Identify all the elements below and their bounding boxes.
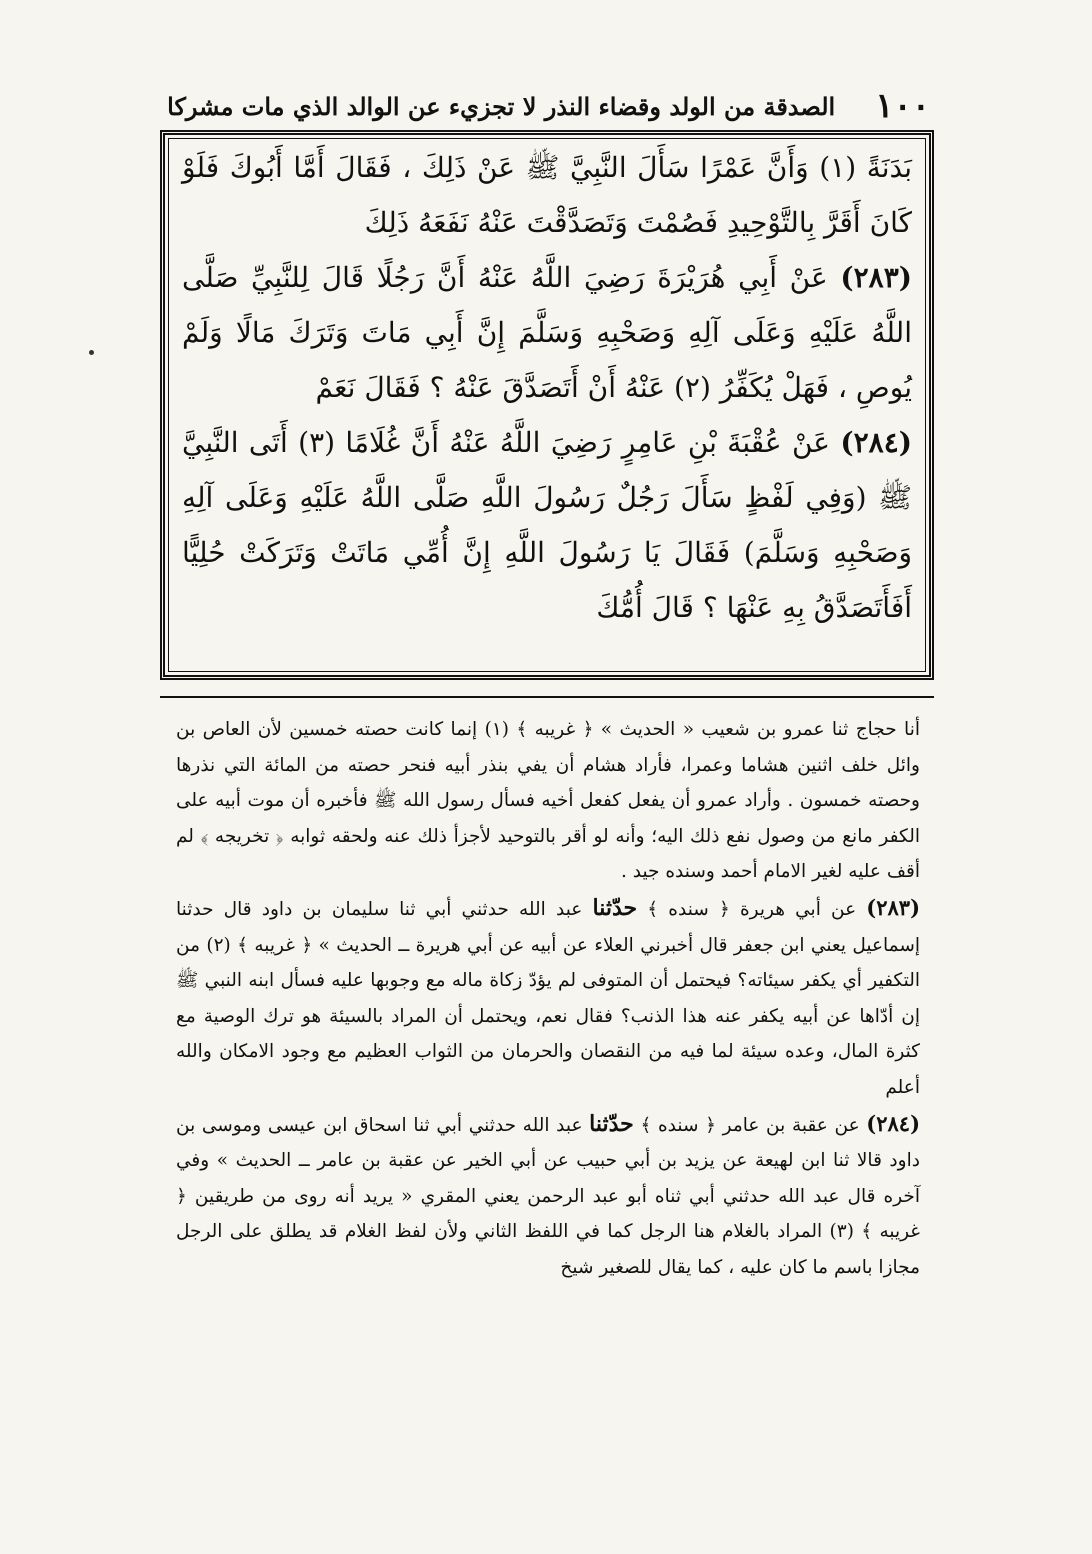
commentary-282: أنا حجاج ثنا عمرو بن شعيب « الحديث » ﴿ غريبه ﴾ (١) إنما كانت حصته خمسين لأن العاص بن وائل خلف اثنين هشاما وعمرا، فأراد هشام أن يفي بنذر أبيه فنحر حصته من المائة التي نذرها وحصته خمسون . وأراد عمرو أن يفعل كفعل أخيه فسأل رسول الله ﷺ فأخبره أن موت أبيه على الكفر مانع من وصول نفع ذلك اليه؛ وأنه لو أقر بالتوحيد لأجزأ ذلك عنه ولحقه ثوابه ﴿ تخريجه ﴾ لم أقف عليه لغير الامام أحمد وسنده جيد .	[176, 719, 920, 883]
hadith-283-text: عَنْ أَبِي هُرَيْرَةَ رَضِيَ اللَّهُ عَنْهُ أَنَّ رَجُلًا قَالَ لِلنَّبِيِّ صَلَّى اللَّهُ عَلَيْهِ وَعَلَى آلِهِ وَصَحْبِهِ وَسَلَّمَ إِنَّ أَبِي مَاتَ وَتَرَكَ مَالًا وَلَمْ يُوصِ ، فَهَلْ يُكَفِّرُ (٢) عَنْهُ أَنْ أَتَصَدَّقَ عَنْهُ ؟ فَقَالَ نَعَمْ	[182, 261, 912, 404]
commentary-284-body: عبد الله حدثني أبي ثنا اسحاق ابن عيسى وموسى بن داود قالا ثنا ابن لهيعة عن يزيد بن أبي حبيب عن أبي الخير عن عقبة بن عامر ــ الحديث » وفي آخره قال عبد الله حدثني أبي ثناه أبو عبد الرحمن يعني المقري « يريد أنه روى من طريقين ﴿ غريبه ﴾ (٣) المراد بالغلام هنا الرجل كما في اللفظ الثاني ولأن لفظ الغلام قد يطلق على الرجل مجازا باسم ما كان عليه ، كما يقال للصغير شيخ	[176, 1114, 920, 1278]
running-title: الصدقة من الولد وقضاء النذر لا تجزيء عن الوالد الذي مات مشركا	[167, 91, 836, 121]
commentary-284	[176, 1106, 920, 1286]
commentary-283-haddathana: حدّثنا	[592, 894, 638, 921]
page-number: ١٠٠	[875, 86, 930, 126]
commentary-283-number: (٢٨٣)	[866, 894, 921, 920]
running-header	[168, 86, 930, 126]
commentary-284-intro: عن عقبة بن عامر ﴿ سنده ﴾	[640, 1114, 860, 1136]
hadith-284-text: عَنْ عُقْبَةَ بْنِ عَامِرٍ رَضِيَ اللَّهُ عَنْهُ أَنَّ غُلَامًا (٣) أَتَى النَّبِيَّ ﷺ (وَفِي لَفْظٍ سَأَلَ رَجُلٌ رَسُولَ اللَّهِ صَلَّى اللَّهُ عَلَيْهِ وَعَلَى آلِهِ وَصَحْبِهِ وَسَلَّمَ) فَقَالَ يَا رَسُولَ اللَّهِ إِنَّ أُمِّي مَاتَتْ وَتَرَكَتْ حُلِيًّا أَفَأَتَصَدَّقُ بِهِ عَنْهَا ؟ قَالَ أُمُّكَ	[182, 426, 912, 624]
hadith-282-continuation: بَدَنَةً (١) وَأَنَّ عَمْرًا سَأَلَ النَّبِيَّ ﷺ عَنْ ذَلِكَ ، فَقَالَ أَمَّا أَبُوكَ فَلَوْ كَانَ أَقَرَّ بِالتَّوْحِيدِ فَصُمْتَ وَتَصَدَّقْتَ عَنْهُ نَفَعَهُ ذَلِكَ	[182, 151, 912, 239]
footnote-divider	[160, 696, 934, 698]
hadith-284	[182, 415, 912, 635]
commentary-284-haddathana: حدّثنا	[589, 1110, 634, 1137]
hadith-284-number: (٢٨٤)	[840, 426, 912, 459]
commentary-block	[176, 712, 920, 1532]
hadith-283	[182, 250, 912, 415]
commentary-284-number: (٢٨٤)	[866, 1110, 921, 1136]
scan-speck	[89, 350, 94, 355]
commentary-283	[176, 890, 920, 1106]
commentary-283-body: عبد الله حدثني أبي ثنا سليمان بن داود قال حدثنا إسماعيل يعني ابن جعفر قال أخبرني العلاء عن أبيه عن أبي هريرة ــ الحديث » ﴿ غريبه ﴾ (٢) من التكفير أي يكفر سيئاته؟ فيحتمل أن المتوفى لم يؤدّ زكاة ماله مع وجوبها عليه فسأل ابنه النبي ﷺ إن أدّاها عن أبيه يكفر عنه هذا الذنب؟ فقال نعم، ويحتمل أن المراد بالسيئة هو ترك الوصية مع كثرة المال، وعده سيئة لما فيه من النقصان والحرمان من الثواب العظيم مع وجود الامكان والله أعلم	[176, 898, 920, 1098]
hadith-283-number: (٢٨٣)	[840, 261, 912, 294]
hadith-text-block	[182, 140, 912, 670]
commentary-283-intro: عن أبي هريرة ﴿ سنده ﴾	[647, 898, 857, 920]
